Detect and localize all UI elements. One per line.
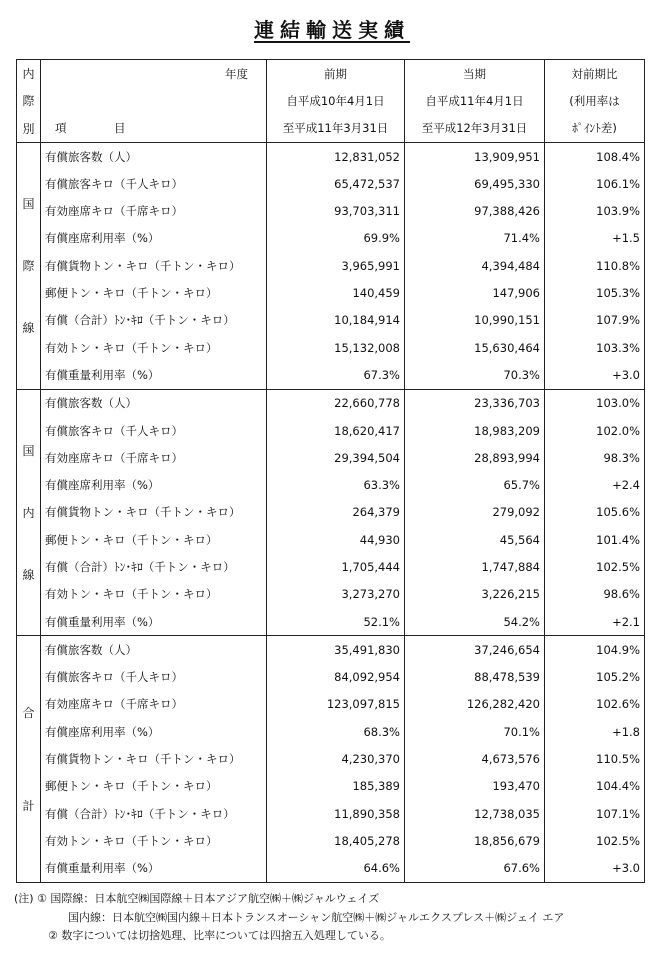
group-label-char: 線 — [22, 321, 35, 336]
row-prev-value: 140,459 — [267, 279, 405, 306]
table-row — [17, 142, 645, 170]
table-row — [17, 417, 645, 444]
row-curr-value: 12,738,035 — [405, 800, 545, 827]
row-curr-value: 126,282,420 — [405, 691, 545, 718]
header-prev-to: 至平成11年3月31日 — [267, 115, 405, 143]
row-curr-value: 54.2% — [405, 608, 545, 636]
row-item-label: 有償座席利用率（%） — [41, 471, 267, 498]
row-prev-value: 1,705,444 — [267, 553, 405, 580]
row-ratio-value: 105.3% — [545, 279, 645, 306]
header-curr-from: 自平成11年4月1日 — [405, 87, 545, 114]
row-prev-value: 12,831,052 — [267, 142, 405, 170]
row-ratio-value: 104.9% — [545, 636, 645, 664]
row-prev-value: 63.3% — [267, 471, 405, 498]
row-prev-value: 4,230,370 — [267, 745, 405, 772]
table-row — [17, 252, 645, 279]
row-ratio-value: +3.0 — [545, 855, 645, 883]
table-row — [17, 444, 645, 471]
table-row — [17, 691, 645, 718]
row-item-label: 有償旅客数（人） — [41, 636, 267, 664]
row-item-label: 有効座席キロ（千席キロ） — [41, 444, 267, 471]
row-ratio-value: 110.8% — [545, 252, 645, 279]
row-prev-value: 35,491,830 — [267, 636, 405, 664]
header-category-label: 際 — [17, 87, 41, 114]
row-ratio-value: 105.2% — [545, 664, 645, 691]
row-ratio-value: 105.6% — [545, 499, 645, 526]
header-ratio-label: 対前期比 — [545, 60, 645, 88]
table-row — [17, 745, 645, 772]
row-item-label: 有償旅客数（人） — [41, 389, 267, 417]
header-prev-label: 前期 — [267, 60, 405, 88]
row-curr-value: 70.1% — [405, 718, 545, 745]
row-ratio-value: 98.6% — [545, 581, 645, 608]
row-curr-value: 97,388,426 — [405, 197, 545, 224]
row-item-label: 有償重量利用率（%） — [41, 855, 267, 883]
row-prev-value: 67.3% — [267, 361, 405, 389]
row-prev-value: 22,660,778 — [267, 389, 405, 417]
row-item-label: 有償重量利用率（%） — [41, 608, 267, 636]
row-prev-value: 123,097,815 — [267, 691, 405, 718]
row-curr-value: 193,470 — [405, 773, 545, 800]
row-item-label: 有効トン・キロ（千トン・キロ） — [41, 581, 267, 608]
row-curr-value: 18,983,209 — [405, 417, 545, 444]
footnote-line: ② 数字については切捨処理、比率については四捨五入処理している。 — [48, 929, 391, 942]
row-item-label: 有償重量利用率（%） — [41, 361, 267, 389]
row-curr-value: 3,226,215 — [405, 581, 545, 608]
header-category-label: 別 — [17, 115, 41, 143]
row-item-label: 有効座席キロ（千席キロ） — [41, 197, 267, 224]
row-item-label: 有効座席キロ（千席キロ） — [41, 691, 267, 718]
row-prev-value: 65,472,537 — [267, 170, 405, 197]
row-ratio-value: 103.3% — [545, 334, 645, 361]
row-curr-value: 147,906 — [405, 279, 545, 306]
group-label — [17, 636, 41, 883]
table-row — [17, 361, 645, 389]
table-row — [17, 499, 645, 526]
table-row — [17, 334, 645, 361]
row-prev-value: 3,273,270 — [267, 581, 405, 608]
row-ratio-value: 101.4% — [545, 526, 645, 553]
group-label-char: 国 — [22, 443, 35, 458]
row-curr-value: 23,336,703 — [405, 389, 545, 417]
table-row — [17, 581, 645, 608]
group-label-char: 合 — [22, 706, 35, 721]
table-row — [17, 225, 645, 252]
header-curr-label: 当期 — [405, 60, 545, 88]
row-curr-value: 18,856,679 — [405, 827, 545, 854]
row-ratio-value: 102.5% — [545, 553, 645, 580]
row-item-label: 郵便トン・キロ（千トン・キロ） — [41, 526, 267, 553]
row-curr-value: 28,893,994 — [405, 444, 545, 471]
header-prev-from: 自平成10年4月1日 — [267, 87, 405, 114]
header-row — [17, 115, 645, 143]
table-row — [17, 718, 645, 745]
row-item-label: 郵便トン・キロ（千トン・キロ） — [41, 279, 267, 306]
row-curr-value: 45,564 — [405, 526, 545, 553]
row-prev-value: 15,132,008 — [267, 334, 405, 361]
row-item-label: 有償座席利用率（%） — [41, 225, 267, 252]
row-item-label: 有効トン・キロ（千トン・キロ） — [41, 334, 267, 361]
row-curr-value: 15,630,464 — [405, 334, 545, 361]
group-label — [17, 389, 41, 636]
table-row — [17, 553, 645, 580]
row-ratio-value: +1.8 — [545, 718, 645, 745]
row-item-label: 有償（合計）ﾄﾝ･ｷﾛ（千トン・キロ） — [41, 800, 267, 827]
page-title: 連結輸送実績 — [254, 18, 410, 42]
row-item-label: 有償旅客キロ（千人キロ） — [41, 170, 267, 197]
group-label-char: 内 — [22, 505, 35, 520]
group-label-char: 国 — [22, 197, 35, 212]
row-curr-value: 71.4% — [405, 225, 545, 252]
row-curr-value: 70.3% — [405, 361, 545, 389]
row-item-label: 有償旅客キロ（千人キロ） — [41, 664, 267, 691]
group-label-char: 線 — [22, 567, 35, 582]
row-ratio-value: +3.0 — [545, 361, 645, 389]
row-curr-value: 67.6% — [405, 855, 545, 883]
header-item-label: 項 目 — [41, 115, 267, 143]
row-curr-value: 65.7% — [405, 471, 545, 498]
row-prev-value: 64.6% — [267, 855, 405, 883]
row-prev-value: 10,184,914 — [267, 307, 405, 334]
row-prev-value: 3,965,991 — [267, 252, 405, 279]
row-ratio-value: +2.4 — [545, 471, 645, 498]
row-curr-value: 37,246,654 — [405, 636, 545, 664]
header-year-label: 年度 — [41, 60, 267, 88]
table-row — [17, 800, 645, 827]
row-prev-value: 11,890,358 — [267, 800, 405, 827]
row-item-label: 有効トン・キロ（千トン・キロ） — [41, 827, 267, 854]
row-item-label: 郵便トン・キロ（千トン・キロ） — [41, 773, 267, 800]
row-ratio-value: 108.4% — [545, 142, 645, 170]
row-ratio-value: 102.6% — [545, 691, 645, 718]
group-label-char: 際 — [22, 259, 35, 274]
row-ratio-value: 107.9% — [545, 307, 645, 334]
row-prev-value: 69.9% — [267, 225, 405, 252]
row-ratio-value: 102.0% — [545, 417, 645, 444]
table-row — [17, 471, 645, 498]
row-prev-value: 18,405,278 — [267, 827, 405, 854]
table-row — [17, 608, 645, 636]
row-ratio-value: 106.1% — [545, 170, 645, 197]
row-item-label: 有償旅客キロ（千人キロ） — [41, 417, 267, 444]
row-prev-value: 68.3% — [267, 718, 405, 745]
row-ratio-value: 98.3% — [545, 444, 645, 471]
row-prev-value: 29,394,504 — [267, 444, 405, 471]
table-row — [17, 279, 645, 306]
table-row — [17, 664, 645, 691]
row-ratio-value: 107.1% — [545, 800, 645, 827]
header-curr-to: 至平成12年3月31日 — [405, 115, 545, 143]
row-curr-value: 13,909,951 — [405, 142, 545, 170]
row-item-label: 有償座席利用率（%） — [41, 718, 267, 745]
group-label — [17, 142, 41, 389]
table-row — [17, 827, 645, 854]
results-table — [16, 59, 645, 883]
table-row — [17, 526, 645, 553]
row-item-label: 有償（合計）ﾄﾝ･ｷﾛ（千トン・キロ） — [41, 553, 267, 580]
group-label-char: 計 — [22, 798, 35, 813]
table-row — [17, 307, 645, 334]
table-row — [17, 197, 645, 224]
row-ratio-value: 104.4% — [545, 773, 645, 800]
table-row — [17, 170, 645, 197]
row-ratio-value: 103.0% — [545, 389, 645, 417]
table-row — [17, 389, 645, 417]
row-prev-value: 18,620,417 — [267, 417, 405, 444]
row-prev-value: 52.1% — [267, 608, 405, 636]
row-item-label: 有償貨物トン・キロ（千トン・キロ） — [41, 745, 267, 772]
header-ratio-note: (利用率は — [545, 87, 645, 114]
footnotes — [14, 890, 664, 946]
footnote-line: 国内線：日本航空㈱国内線＋日本トランスオーシャン航空㈱＋㈱ジャルエクスプレス＋㈱ジェイ エア — [68, 910, 565, 924]
row-ratio-value: 103.9% — [545, 197, 645, 224]
row-ratio-value: +1.5 — [545, 225, 645, 252]
row-curr-value: 4,673,576 — [405, 745, 545, 772]
row-curr-value: 10,990,151 — [405, 307, 545, 334]
row-item-label: 有償旅客数（人） — [41, 142, 267, 170]
footnote-line: (注) ① 国際線：日本航空㈱国際線＋日本アジア航空㈱＋㈱ジャルウェイズ — [14, 892, 380, 905]
row-prev-value: 185,389 — [267, 773, 405, 800]
table-row — [17, 773, 645, 800]
row-ratio-value: +2.1 — [545, 608, 645, 636]
header-row — [17, 87, 645, 114]
row-curr-value: 279,092 — [405, 499, 545, 526]
row-curr-value: 69,495,330 — [405, 170, 545, 197]
table-row — [17, 636, 645, 664]
header-blank — [41, 87, 267, 114]
row-curr-value: 4,394,484 — [405, 252, 545, 279]
row-curr-value: 1,747,884 — [405, 553, 545, 580]
header-category-label: 内 — [17, 60, 41, 88]
row-curr-value: 88,478,539 — [405, 664, 545, 691]
row-ratio-value: 102.5% — [545, 827, 645, 854]
row-prev-value: 44,930 — [267, 526, 405, 553]
row-prev-value: 264,379 — [267, 499, 405, 526]
row-prev-value: 93,703,311 — [267, 197, 405, 224]
row-prev-value: 84,092,954 — [267, 664, 405, 691]
row-item-label: 有償貨物トン・キロ（千トン・キロ） — [41, 252, 267, 279]
header-row — [17, 60, 645, 88]
row-item-label: 有償（合計）ﾄﾝ･ｷﾛ（千トン・キロ） — [41, 307, 267, 334]
table-row — [17, 855, 645, 883]
header-ratio-note: ﾎﾟｲﾝﾄ差) — [545, 115, 645, 143]
row-item-label: 有償貨物トン・キロ（千トン・キロ） — [41, 499, 267, 526]
row-ratio-value: 110.5% — [545, 745, 645, 772]
